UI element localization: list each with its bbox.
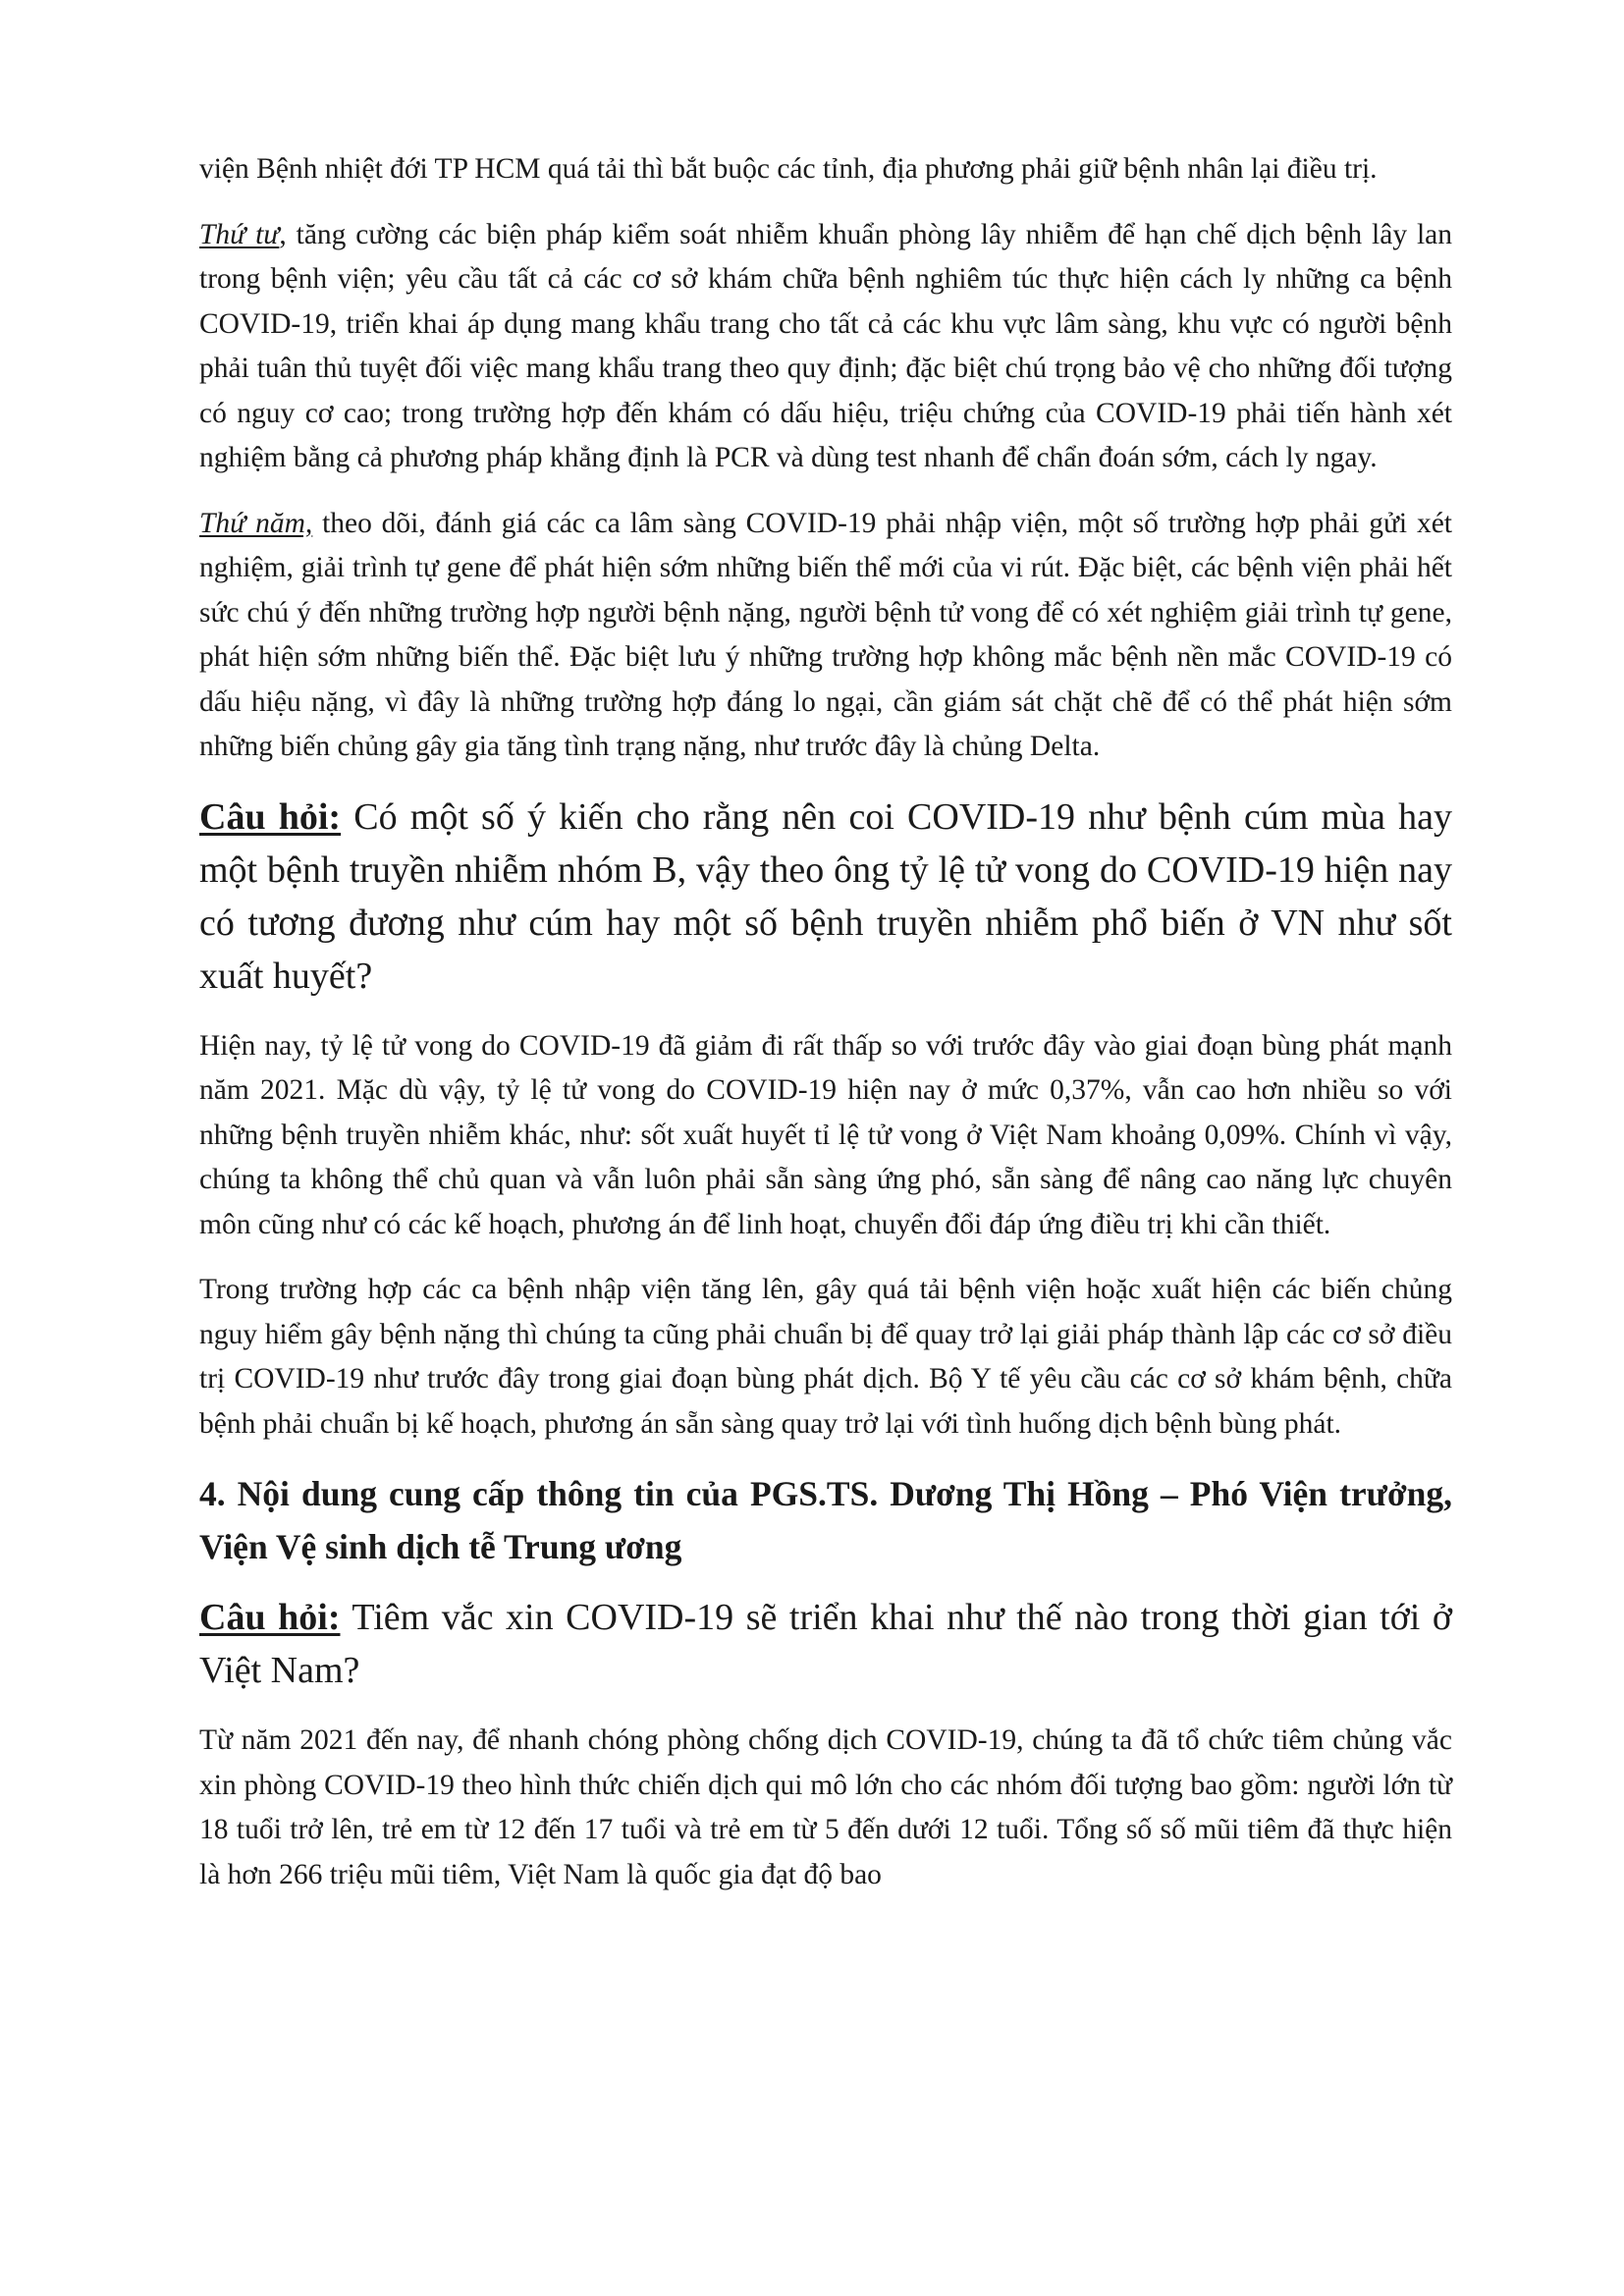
lead-fifth: Thứ năm,	[199, 507, 313, 539]
question-2-label: Câu hỏi:	[199, 1597, 341, 1638]
answer-1-paragraph-2: Trong trường hợp các ca bệnh nhập viện tăng lên, gây quá tải bệnh viện hoặc xuất hiện các biến chủng nguy hiểm gây bệnh nặng thì chúng ta cũng phải chuẩn bị để quay trở lại giải pháp thành lập các cơ sở điều trị COVID-19 như trước đây trong giai đoạn bùng phát dịch. Bộ Y tế yêu cầu các cơ sở khám bệnh, chữa bệnh phải chuẩn bị kế hoạch, phương án sẵn sàng quay trở lại với tình huống dịch bệnh bùng phát.	[199, 1274, 1452, 1440]
answer-2-paragraph: Từ năm 2021 đến nay, để nhanh chóng phòng chống dịch COVID-19, chúng ta đã tổ chức tiêm chủng vắc xin phòng COVID-19 theo hình thức chiến dịch qui mô lớn cho các nhóm đối tượng bao gồm: người lớn từ 18 tuổi trở lên, trẻ em từ 12 đến 17 tuổi và trẻ em từ 5 đến dưới 12 tuổi. Tổng số số mũi tiêm đã thực hiện là hơn 266 triệu mũi tiêm, Việt Nam là quốc gia đạt độ bao	[199, 1724, 1452, 1890]
question-1	[199, 791, 1452, 1003]
paragraph-fourth	[199, 213, 1452, 481]
paragraph-fifth-text: theo dõi, đánh giá các ca lâm sàng COVID-19 phải nhập viện, một số trường hợp phải gửi xét nghiệm, giải trình tự gene để phát hiện sớm những biến thể mới của vi rút. Đặc biệt, các bệnh viện phải hết sức chú ý đến những trường hợp người bệnh nặng, người bệnh tử vong để có xét nghiệm giải trình tự gene, phát hiện sớm những biến thể. Đặc biệt lưu ý những trường hợp không mắc bệnh nền mắc COVID-19 có dấu hiệu nặng, vì đây là những trường hợp đáng lo ngại, cần giám sát chặt chẽ để có thể phát hiện sớm những biến chủng gây gia tăng tình trạng nặng, như trước đây là chủng Delta.	[199, 507, 1452, 762]
question-1-label: Câu hỏi:	[199, 795, 342, 838]
question-2-text: Tiêm vắc xin COVID-19 sẽ triển khai như thế nào trong thời gian tới ở Việt Nam?	[199, 1597, 1452, 1691]
section-4-heading: 4. Nội dung cung cấp thông tin của PGS.TS. Dương Thị Hồng – Phó Viện trưởng, Viện Vệ sinh dịch tễ Trung ương	[199, 1474, 1452, 1566]
paragraph-intro: viện Bệnh nhiệt đới TP HCM quá tải thì bắt buộc các tỉnh, địa phương phải giữ bệnh nhân lại điều trị.	[199, 153, 1378, 185]
document-page	[199, 147, 1452, 1918]
answer-1-paragraph-1: Hiện nay, tỷ lệ tử vong do COVID-19 đã giảm đi rất thấp so với trước đây vào giai đoạn bùng phát mạnh năm 2021. Mặc dù vậy, tỷ lệ tử vong do COVID-19 hiện nay ở mức 0,37%, vẫn cao hơn nhiều so với những bệnh truyền nhiễm khác, như: sốt xuất huyết tỉ lệ tử vong ở Việt Nam khoảng 0,09%. Chính vì vậy, chúng ta không thể chủ quan và vẫn luôn phải sẵn sàng ứng phó, sẵn sàng để nâng cao năng lực chuyên môn cũng như có các kế hoạch, phương án để linh hoạt, chuyển đổi đáp ứng điều trị khi cần thiết.	[199, 1029, 1452, 1240]
paragraph-fourth-text: , tăng cường các biện pháp kiểm soát nhiễm khuẩn phòng lây nhiễm để hạn chế dịch bệnh lây lan trong bệnh viện; yêu cầu tất cả các cơ sở khám chữa bệnh nghiêm túc thực hiện cách ly những ca bệnh COVID-19, triển khai áp dụng mang khẩu trang cho tất cả các khu vực lâm sàng, khu vực có người bệnh phải tuân thủ tuyệt đối việc mang khẩu trang theo quy định; đặc biệt chú trọng bảo vệ cho những đối tượng có nguy cơ cao; trong trường hợp đến khám có dấu hiệu, triệu chứng của COVID-19 phải tiến hành xét nghiệm bằng cả phương pháp khẳng định là PCR và dùng test nhanh để chẩn đoán sớm, cách ly ngay.	[199, 218, 1452, 473]
question-1-text: Có một số ý kiến cho rằng nên coi COVID-19 như bệnh cúm mùa hay một bệnh truyền nhiễm nhóm B, vậy theo ông tỷ lệ tử vong do COVID-19 hiện nay có tương đương như cúm hay một số bệnh truyền nhiễm phổ biến ở VN như sốt xuất huyết?	[199, 795, 1453, 997]
question-2	[199, 1591, 1452, 1697]
paragraph-fifth	[199, 502, 1452, 770]
lead-fourth: Thứ tư	[199, 218, 280, 250]
